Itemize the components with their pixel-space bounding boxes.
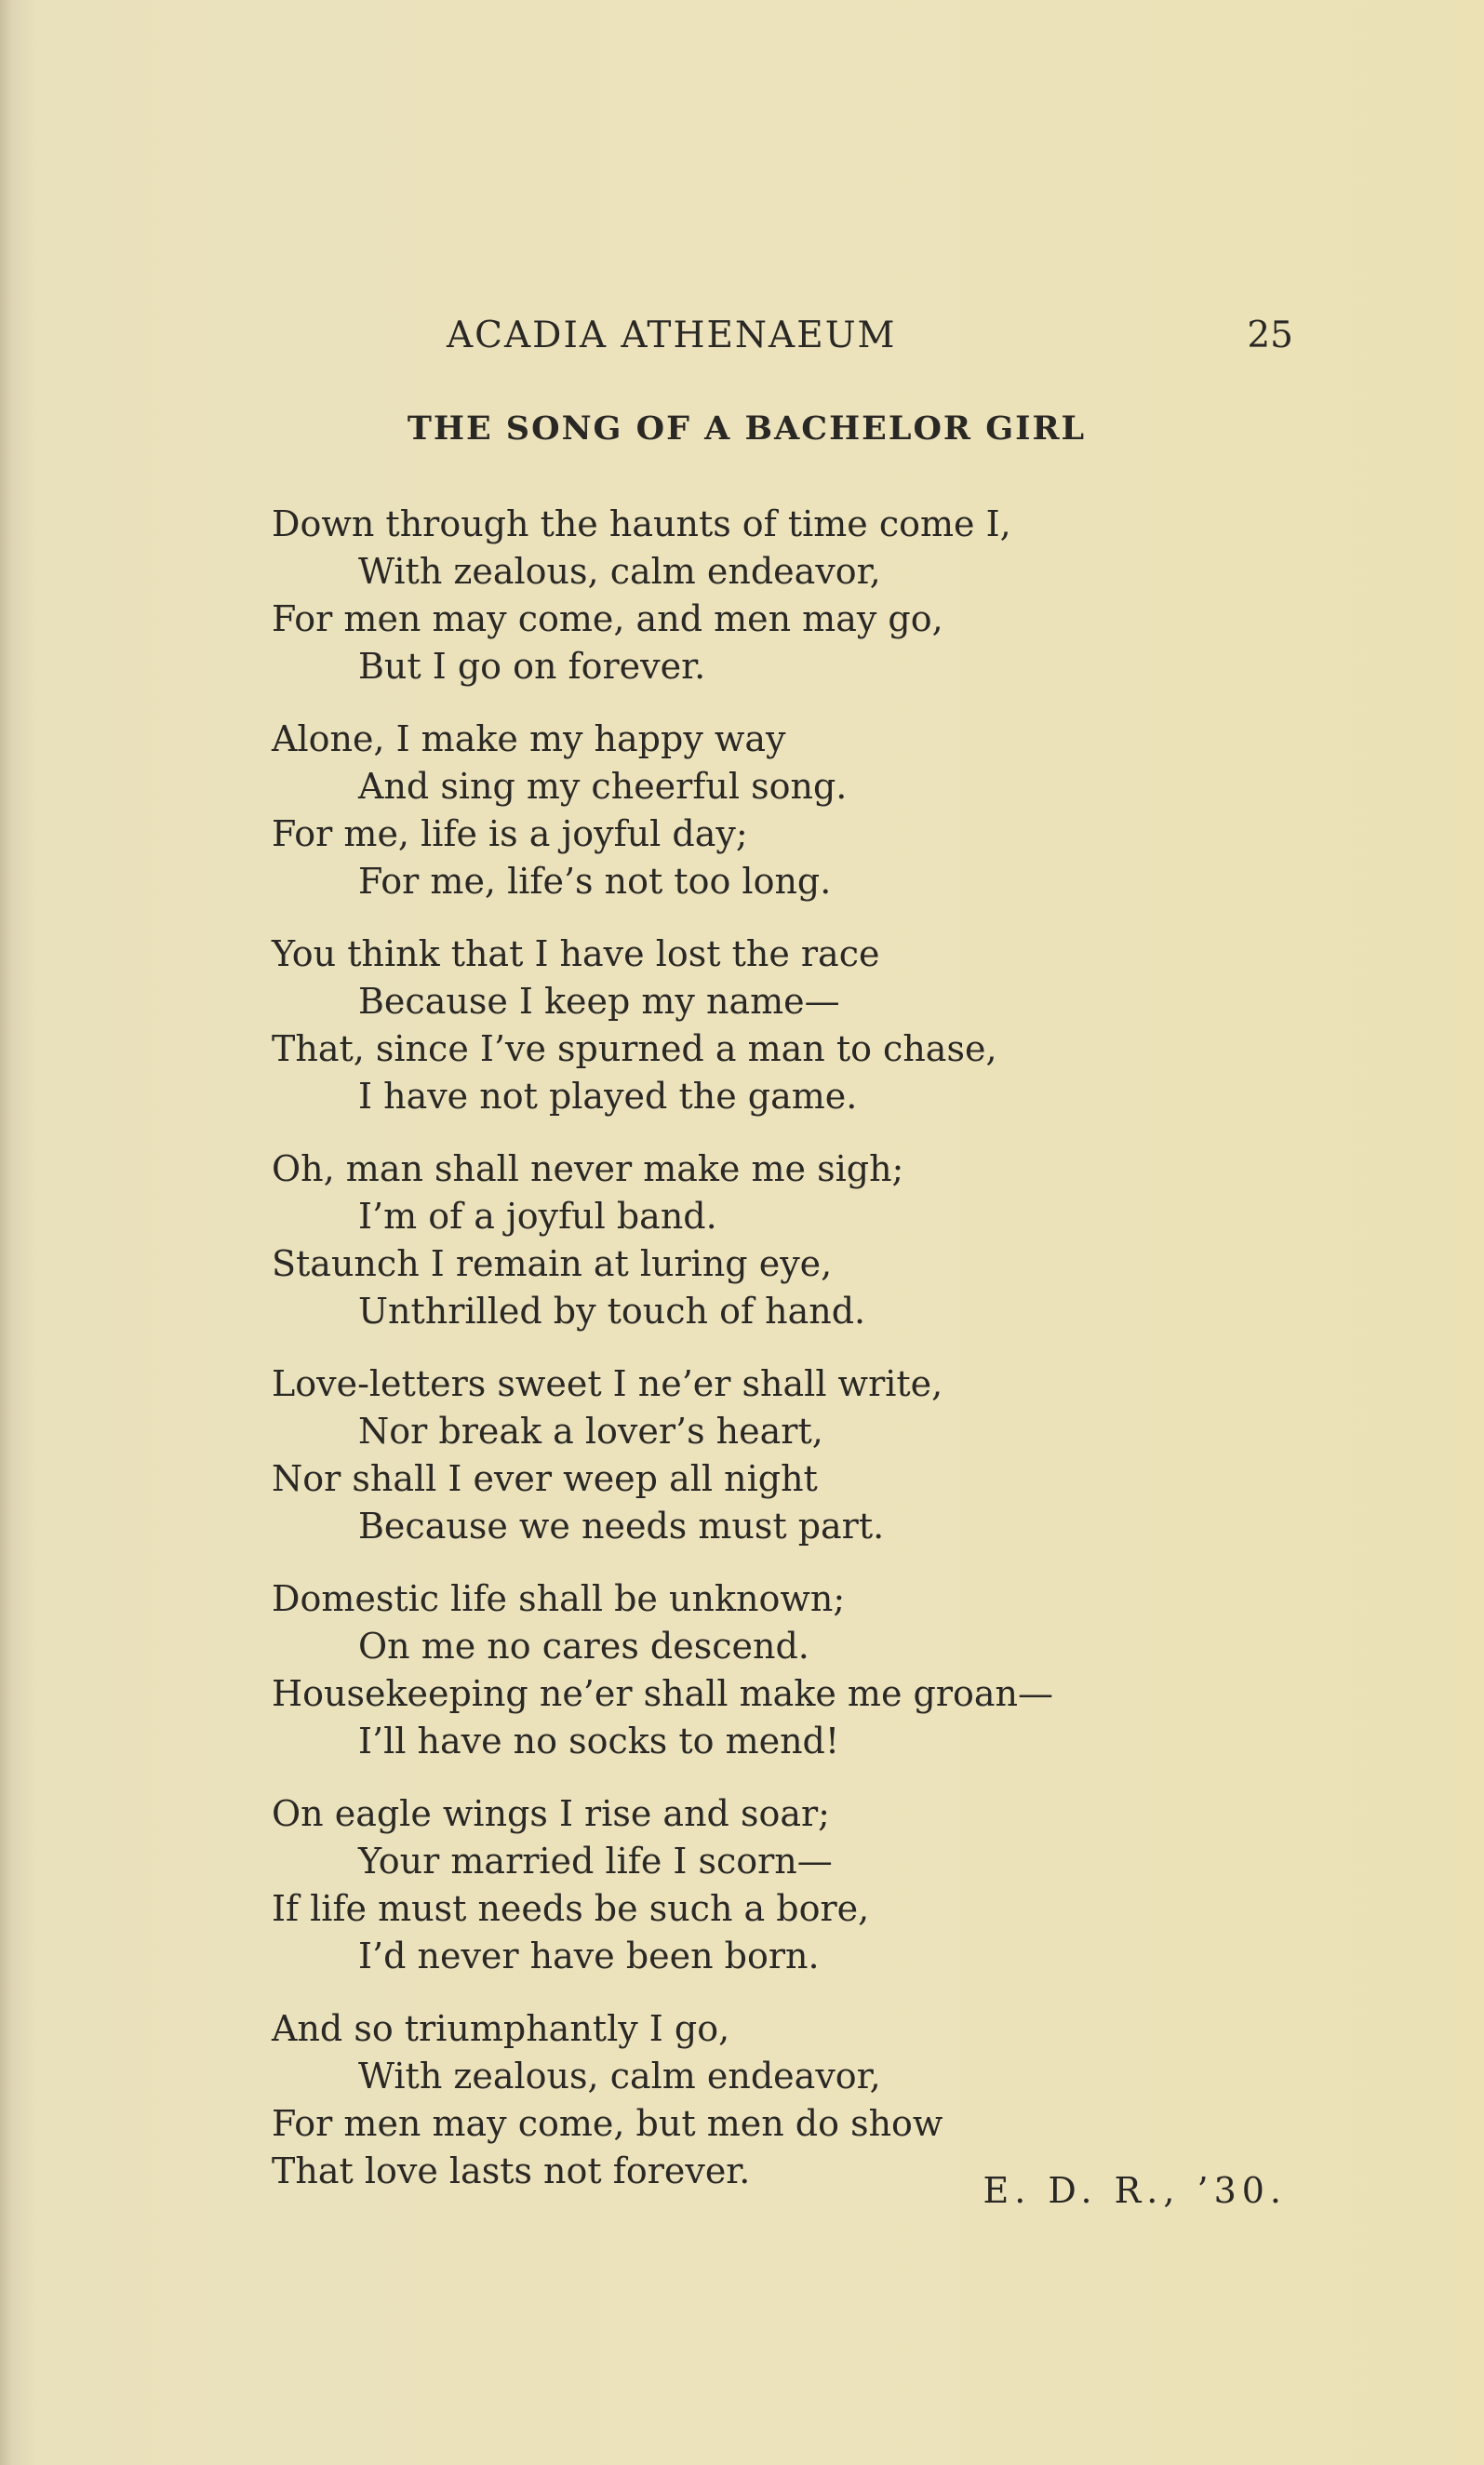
poem-line: Housekeeping ne’er shall make me groan— <box>272 1673 1054 1714</box>
poem-line: On eagle wings I rise and soar; <box>272 1793 830 1834</box>
poem-line: For men may come, and men may go, <box>272 598 943 639</box>
stanza <box>272 1145 1295 1335</box>
poem-line: You think that I have lost the race <box>272 933 880 974</box>
poem-line: But I go on forever. <box>358 646 706 687</box>
poem-line: I’ll have no socks to mend! <box>358 1721 840 1762</box>
poem-line: Because I keep my name— <box>358 981 840 1022</box>
poem-line: If life must needs be such a bore, <box>272 1888 870 1929</box>
poem-line: I have not played the game. <box>358 1076 858 1117</box>
poem-line: With zealous, calm endeavor, <box>358 2056 881 2097</box>
page-number: 25 <box>1247 315 1293 356</box>
stanza <box>272 2005 1295 2195</box>
poem-line: I’m of a joyful band. <box>358 1196 717 1237</box>
stanza <box>272 716 1295 905</box>
poem-line: Unthrilled by touch of hand. <box>358 1291 866 1332</box>
poem-line: For men may come, but men do show <box>272 2103 943 2144</box>
poem-title: THE SONG OF A BACHELOR GIRL <box>407 409 1087 448</box>
poem-line: Staunch I remain at luring eye, <box>272 1243 833 1284</box>
poem-line: Oh, man shall never make me sigh; <box>272 1148 904 1189</box>
poem-line: For me, life is a joyful day; <box>272 813 748 854</box>
poem-line: Domestic life shall be unknown; <box>272 1578 846 1619</box>
poem-line: Your married life I scorn— <box>358 1841 833 1882</box>
poem-line: That love lasts not forever. <box>272 2150 751 2191</box>
poem-line: On me no cares descend. <box>358 1626 809 1667</box>
poem-line: Because we needs must part. <box>358 1506 885 1547</box>
poem-line: Love-letters sweet I ne’er shall write, <box>272 1363 943 1404</box>
poem-line: I’d never have been born. <box>358 1936 820 1976</box>
stanza <box>272 501 1295 690</box>
poem-line: Nor break a lover’s heart, <box>358 1411 823 1452</box>
running-title: ACADIA ATHENAEUM <box>447 315 897 356</box>
poem-line: For me, life’s not too long. <box>358 861 832 902</box>
poem-line: And sing my cheerful song. <box>358 766 848 807</box>
poem-body <box>272 501 1295 2220</box>
poem-line: Nor shall I ever weep all night <box>272 1458 818 1499</box>
poem-line: Alone, I make my happy way <box>272 718 786 759</box>
stanza <box>272 1790 1295 1980</box>
stanza <box>272 1360 1295 1550</box>
stanza <box>272 931 1295 1120</box>
poem-line: Down through the haunts of time come I, <box>272 503 1011 544</box>
author-signature: E. D. R., ’30. <box>983 2170 1287 2211</box>
poem-line: That, since I’ve spurned a man to chase, <box>272 1028 997 1069</box>
stanza <box>272 1575 1295 1765</box>
page-header <box>270 315 1293 370</box>
poem-line: And so triumphantly I go, <box>272 2008 730 2049</box>
poem-line: With zealous, calm endeavor, <box>358 551 881 592</box>
